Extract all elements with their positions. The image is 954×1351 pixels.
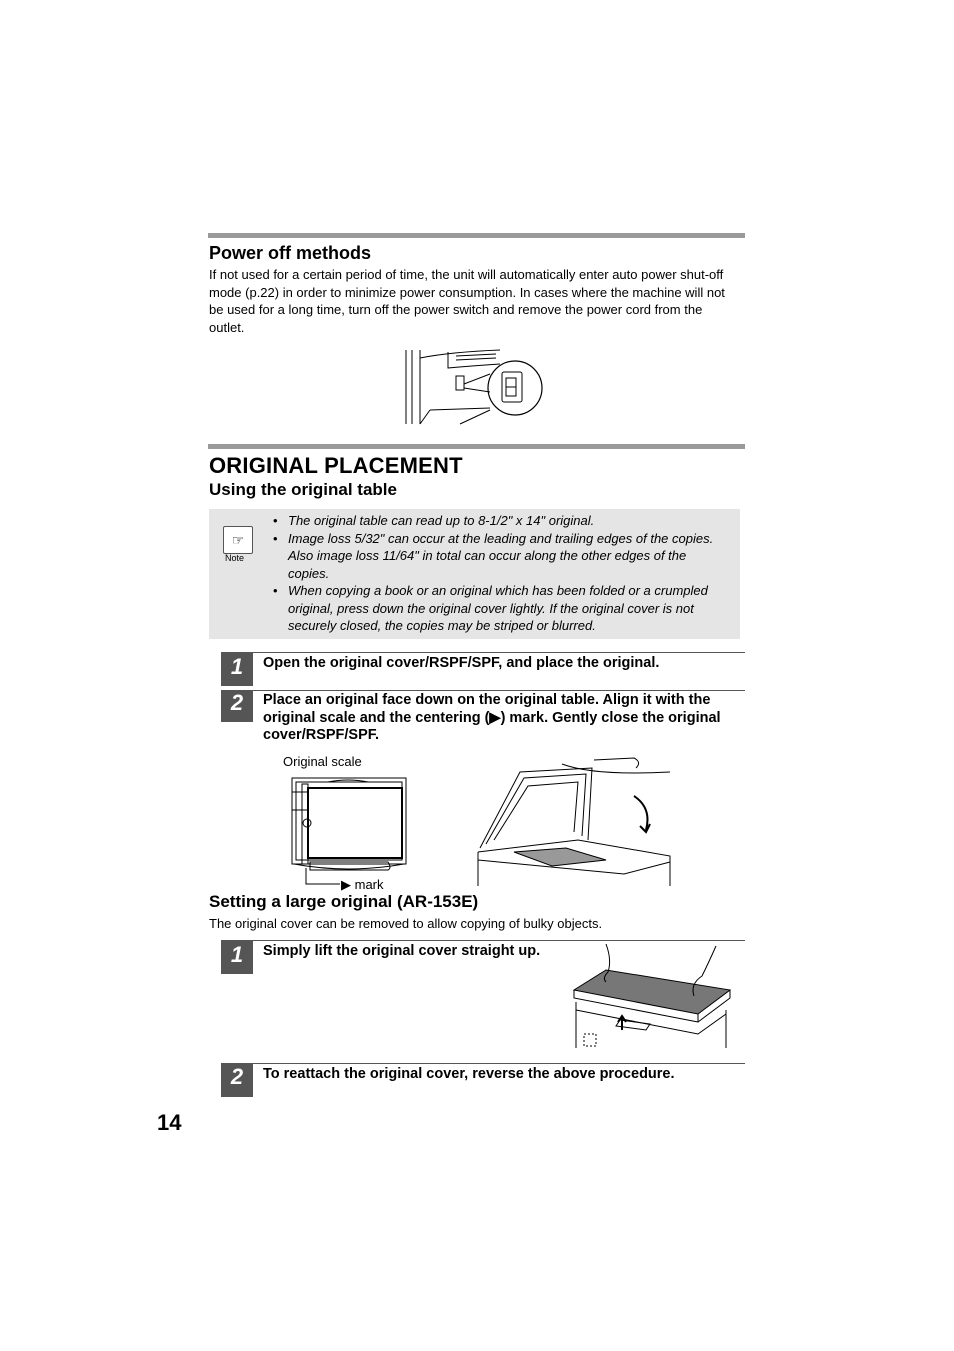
pointing-hand-icon: ☞ [223, 526, 253, 554]
note-item: • The original table can read up to 8-1/2" x 14" original. [271, 512, 731, 530]
step-number: 1 [221, 940, 253, 974]
original-scale-label: Original scale [283, 754, 362, 769]
power-off-heading: Power off methods [209, 243, 372, 263]
original-table-subheading: Using the original table [209, 480, 397, 499]
step-divider [221, 652, 745, 653]
note-item: • Image loss 5/32" can occur at the leading and trailing edges of the copies. Also image loss 11/64" in total can occur along the other edges of the copies. [271, 530, 731, 583]
step-number: 2 [221, 1063, 253, 1097]
step-text: Place an original face down on the original table. Align it with the original scale and the centering (▶) mark. Gently close the original cover/RSPF/SPF. [263, 692, 721, 743]
note-item: • When copying a book or an original which has been folded or a crumpled original, press down the original cover lightly. If the original cover is not securely closed, the copies may be striped or blurred. [271, 582, 731, 635]
large-original-paragraph: The original cover can be removed to allow copying of bulky objects. [209, 916, 603, 931]
original-placement-heading: ORIGINAL PLACEMENT [209, 453, 463, 478]
power-switch-illustration [400, 348, 546, 426]
step-text: Open the original cover/RSPF/SPF, and place the original. [263, 655, 660, 671]
step-divider [221, 1063, 745, 1064]
centering-mark-label: ▶ mark [341, 877, 384, 892]
note-label: Note [225, 553, 245, 563]
power-off-paragraph: If not used for a certain period of time, the unit will automatically enter auto power shut-off mode (p.22) in order to minimize power consumption. In cases where the machine will not be used for a long time, turn off the power switch and remove the power cord from the outlet. [209, 267, 725, 335]
closing-cover-illustration [474, 756, 674, 888]
lift-cover-illustration [566, 944, 742, 1050]
original-table-diagram [288, 770, 412, 890]
step-number: 1 [221, 652, 253, 686]
large-original-heading: Setting a large original (AR-153E) [209, 892, 479, 911]
step-text: To reattach the original cover, reverse the above procedure. [263, 1066, 675, 1082]
step-text: Simply lift the original cover straight up. [263, 943, 541, 959]
note-list [271, 511, 731, 635]
page-number: 14 [157, 1110, 182, 1135]
step-divider [221, 690, 745, 691]
step-number: 2 [221, 690, 253, 722]
section-divider [208, 444, 745, 449]
note-box [209, 509, 740, 639]
step-divider [221, 940, 745, 941]
section-divider [208, 233, 745, 238]
